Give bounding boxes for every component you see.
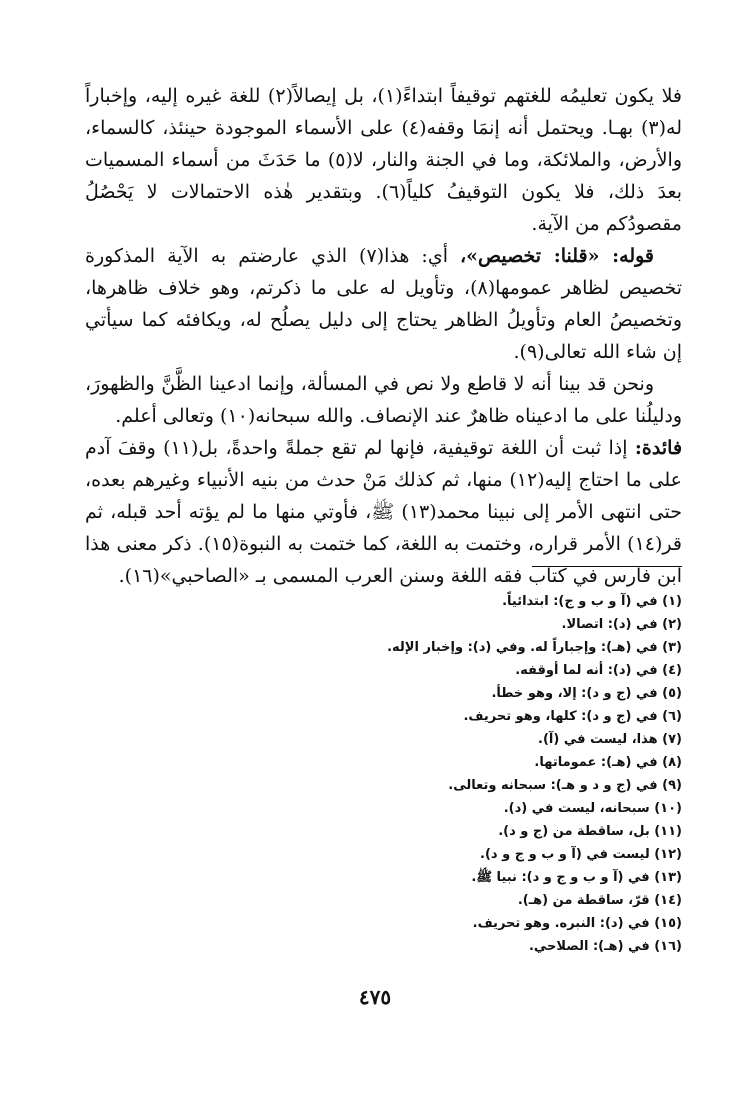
paragraph-2-lead: قوله: «قلنا: تخصيص»،	[460, 245, 655, 267]
footnote-7: (٧) هذا، ليست في (آ).	[538, 732, 682, 747]
footnote-12: (١٢) ليست في (آ و ب و ج و د).	[480, 847, 682, 862]
footnote-3: (٣) في (هـ): وإجباراً له. وفي (د): وإخبار الإله.	[387, 640, 682, 655]
footnote-6: (٦) في (ج و د): كلها، وهو تحريف.	[463, 709, 682, 724]
page-number: ٤٧٥	[358, 985, 392, 1009]
footnote-11: (١١) بل، ساقطة من (ج و د).	[498, 824, 682, 839]
footnote-9: (٩) في (ج و د و هـ): سبحانه وتعالى.	[448, 778, 682, 793]
main-text	[85, 80, 682, 592]
footnote-13: (١٣) في (آ و ب و ج و د): نبيا ﷺ.	[471, 870, 682, 885]
paragraph-2-text: أي: هذا(٧) الذي عارضتم به الآية المذكورة تخصيص لظاهر عمومها(٨)، وتأويل له على ما ذكرتم، وهو خلاف ظاهرها، وتخصيصُ العام وتأويلُ الظاهر يحتاج إلى دليل يصلُح له، ويكافئه كما سيأتي إن شاء الله تعالى(٩).	[85, 245, 682, 363]
footnote-14: (١٤) قرّ، ساقطة من (هـ).	[517, 893, 682, 908]
footnote-16: (١٦) في (هـ): الصلاحي.	[528, 939, 682, 954]
footnote-10: (١٠) سبحانه، ليست في (د).	[503, 801, 682, 816]
footnotes-list	[150, 590, 682, 958]
footnote-1: (١) في (آ و ب و ج): ابتدائياً.	[502, 594, 682, 609]
footnote-4: (٤) في (د): أنه لما أوقفه.	[515, 663, 682, 678]
footnote-divider	[532, 566, 682, 567]
paragraph-2	[85, 240, 682, 368]
footnote-15: (١٥) في (د): النبره. وهو تحريف.	[472, 916, 682, 931]
paragraph-4	[85, 432, 682, 592]
footnote-5: (٥) في (ج و د): إلا، وهو خطأ.	[491, 686, 682, 701]
footnote-8: (٨) في (هـ): عموماتها.	[534, 755, 682, 770]
footnote-2: (٢) في (د): اتصالا.	[561, 617, 682, 632]
paragraph-4-lead: فائدة:	[634, 437, 683, 459]
paragraph-1: فلا يكون تعليمُه للغتهم توقيفاً ابتداءً(١)، بل إيصالاً(٢) للغة غيره إليه، وإخباراً له(٣) بهـا. ويحتمل أنه إنمَا وقفه(٤) على الأسماء الموجودة حينئذ، كالسماء، والأرض، والملائكة، وما في الجنة والنار، لا(٥) ما حَدَثَ من أسماء المسميات بعدَ ذلك، فلا يكون التوقيفُ كلياً(٦). وبتقدير هٰذه الاحتمالات لا يَحْصُلُ مقصودُكم من الآية.	[85, 85, 683, 235]
paragraph-4-text: إذا ثبت أن اللغة توقيفية، فإنها لم تقع جملةً واحدةً، بل(١١) وقفَ آدم على ما احتاج إليه(١٢) منها، ثم كذلك مَنْ حدث من بنيه الأنبياء وغيرهم بعده، حتى انتهى الأمر إلى نبينا محمد(١٣) ﷺ، فأوتي منها ما لم يؤته أحد قبله، ثم قر(١٤) الأمر قراره، وختمت به اللغة، كما ختمت به النبوة(١٥). ذكر معنى هذا ابن فارس في كتاب فقه اللغة وسنن العرب المسمى بـ «الصاحبي»(١٦).	[85, 437, 682, 587]
paragraph-3: ونحن قد بينا أنه لا قاطع ولا نص في المسألة، وإنما ادعينا الظَّنَّ والظهورَ، ودليلُنا على ما ادعيناه ظاهرٌ عند الإنصاف. والله سبحانه(١٠) وتعالى أعلم.	[85, 373, 682, 427]
